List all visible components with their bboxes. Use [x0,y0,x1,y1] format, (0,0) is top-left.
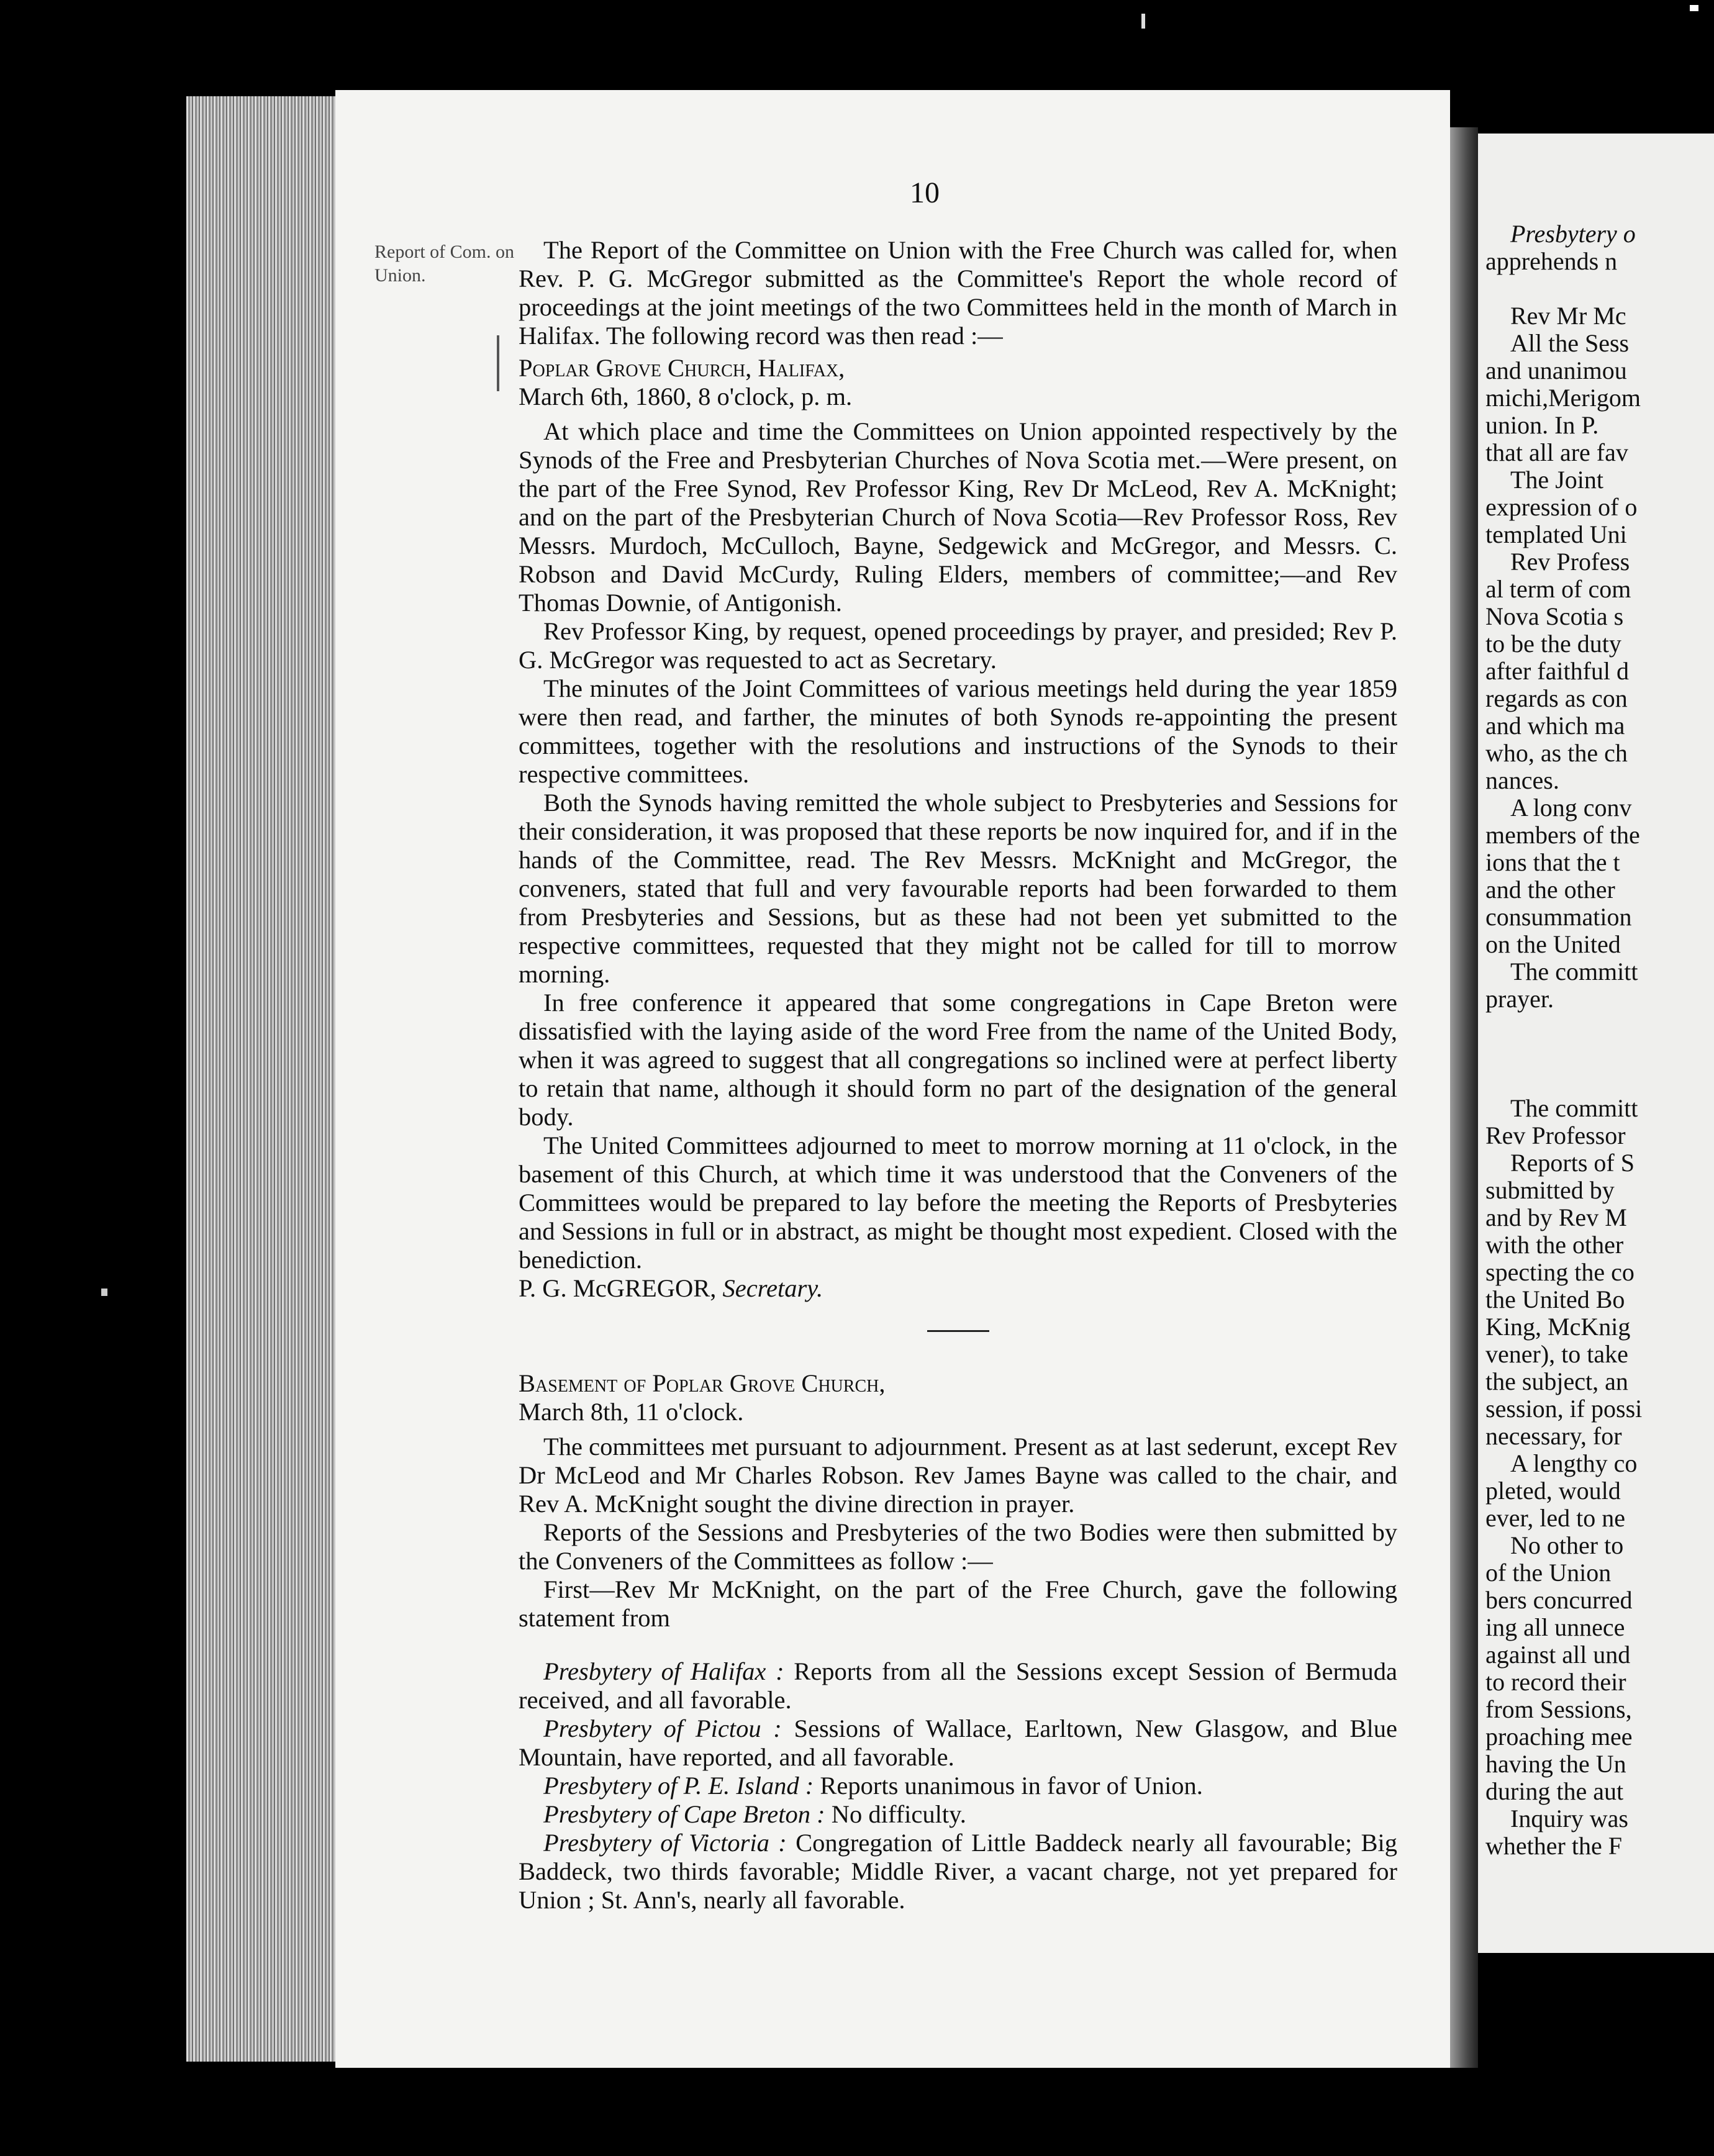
right-page-line-text: Rev Mr Mc [1510,302,1626,330]
presbytery-name: Presbytery of Victoria : [543,1829,787,1857]
presbytery-name: Presbytery of Cape Breton : [543,1800,825,1828]
right-page-line [1485,1723,1633,1751]
right-page-line-text: al term of com [1485,575,1631,603]
right-page-line-text: with the other [1485,1231,1624,1259]
presbytery-report [519,1800,1397,1829]
right-page-line-text: apprehends n [1485,247,1618,275]
right-page-line [1485,1696,1632,1723]
right-page-line-text: Reports of S [1510,1149,1635,1177]
right-page-line-text: having the Un [1485,1750,1626,1778]
presbytery-name: Presbytery of Pictou : [543,1714,782,1742]
meeting-date: March 6th, 1860, 8 o'clock, p. m. [519,383,853,410]
right-page-line-text: session, if possi [1485,1395,1643,1423]
right-page-line-text: union. In P. [1485,411,1599,439]
right-page-line [1485,1614,1625,1641]
right-page-line [1485,1505,1625,1532]
right-page-line-text: and by Rev M [1485,1203,1627,1231]
speck [101,1289,107,1296]
right-page-line-text: The committ [1510,1094,1638,1122]
minutes-paragraph: The United Committees adjourned to meet to morrow morning at 11 o'clock, in the basement of this Church, at which time it was understood that the Conveners of the Committees would be prepared to lay before the meeting the Reports of Presbyteries and Sessions in full or in abstract, as might be thought most expedient. Closed with the benediction. [519,1131,1397,1274]
right-page-line-text: on the United [1485,930,1621,958]
right-page-line-text: King, McKnig [1485,1313,1631,1341]
right-page-line-text: Rev Professor [1485,1121,1626,1149]
right-page-line [1485,1477,1621,1505]
right-page-line-text: and which ma [1485,712,1625,740]
right-page-line [1485,685,1628,712]
right-page-line-text: Nova Scotia s [1485,602,1624,630]
right-page-line [1485,439,1628,466]
right-page-line [1485,904,1632,931]
presbytery-report [519,1714,1397,1772]
presbytery-name: Presbytery of P. E. Island : [543,1772,814,1800]
divider [927,1330,989,1332]
right-page-line [1485,767,1559,794]
page-body [519,236,1397,1914]
presbytery-list [519,1657,1397,1914]
signature-name: P. G. McGREGOR, [519,1274,717,1302]
right-page-line-text: after faithful d [1485,657,1629,685]
right-page-line [1485,931,1621,958]
right-page-line [1485,1423,1622,1450]
right-page-line [1510,330,1629,357]
right-page-line-text: to record their [1485,1668,1626,1696]
right-page-line-text: The Joint [1510,466,1603,494]
right-page-line-text: the United Bo [1485,1285,1625,1313]
right-page-line [1485,712,1625,740]
right-page-line [1485,1641,1630,1669]
right-page-line [1485,1177,1615,1204]
intro-paragraph: The Report of the Committee on Union with the Free Church was called for, when Rev. P. G. McGregor submitted as the Committee's Report the whole record of proceedings at the joint meetings of the two Committees held in the month of March in Halifax. The following record was then read :— [519,236,1397,350]
right-page-line-text: proaching mee [1485,1723,1633,1751]
right-page-line [1485,521,1627,548]
margin-note: Report of Com. on Union. [374,242,514,286]
right-page-line-text: The committ [1510,958,1638,985]
right-page-line [1485,1259,1635,1286]
minutes-paragraph: In free conference it appeared that some congregations in Cape Breton were dissatisfied with the laying aside of the word Free from the name of the United Body, when it was agreed to suggest that all congregations so inclined were at perfect liberty to retain that name, although it should form no part of the designation of the general body. [519,989,1397,1131]
right-page-line-text: nances. [1485,766,1559,794]
page-edges [186,96,335,2062]
right-page-line-text: submitted by [1485,1176,1615,1204]
right-page-line-text: vener), to take [1485,1340,1628,1368]
right-page-line [1485,1231,1623,1259]
right-page-line [1485,1669,1626,1696]
right-page-line-text: and the other [1485,876,1615,904]
right-page-line-text: michi,Merigom [1485,384,1641,412]
minutes-paragraph: At which place and time the Committees on Union appointed respectively by the Synods of the Free and Presbyterian Churches of Nova Scotia met.—Were present, on the part of the Free Synod, Rev Professor King, Rev Dr McLeod, Rev A. McKnight; and on the part of the Presbyterian Church of Nova Scotia—Rev Professor Ross, Rev Messrs. Murdoch, McCulloch, Bayne, Sedgewick and McGregor, and Messrs. C. Robson and David McCurdy, Ruling Elders, members of committee;—and Rev Thomas Downie, of Antigonish. [519,417,1397,617]
minutes-paragraph: Reports of the Sessions and Presbyteries of the two Bodies were then submitted by the Conveners of the Committees as follow :— [519,1518,1397,1575]
minutes-first-meeting [519,417,1397,1274]
right-page-line-text: consummation [1485,903,1632,931]
presbytery-text: Sessions of Wallace, Earltown, New Glasgow, and Blue Mountain, have reported, and all favorable. [519,1714,1397,1771]
right-page-line-text: to be the duty [1485,630,1621,658]
right-page-line [1510,1450,1637,1477]
right-page-line-text: specting the co [1485,1258,1635,1286]
meeting-date: March 8th, 11 o'clock. [519,1398,744,1426]
right-page-line [1485,1751,1626,1778]
right-page-line-text: Presbytery o [1510,220,1636,248]
meeting-heading: Poplar Grove Church, Halifax, [519,354,845,382]
right-page-line [1510,1532,1623,1559]
right-page-line-text: Rev Profess [1510,548,1630,576]
right-page [1478,134,1714,1953]
right-page-line-text: templated Uni [1485,520,1627,548]
minutes-second-meeting [519,1433,1397,1633]
signature [519,1274,1397,1303]
gutter-shadow [1450,127,1478,2068]
right-page-line [1485,1778,1623,1805]
right-page-line-text: against all und [1485,1641,1631,1669]
right-page-line [1485,658,1629,685]
right-page-line [1510,466,1603,494]
right-page-line [1485,1587,1633,1614]
minutes-paragraph: Rev Professor King, by request, opened proceedings by prayer, and presided; Rev P. G. McGregor was requested to act as Secretary. [519,617,1397,674]
right-page-line [1485,494,1637,521]
right-page-line-text: All the Sess [1510,329,1630,357]
right-page-line [1485,1341,1628,1368]
margin-mark [497,335,499,391]
minutes-paragraph: Both the Synods having remitted the whole subject to Presbyteries and Sessions for their consideration, it was proposed that these reports be now inquired for, and if in the hands of the Committee, read. The Rev Messrs. McKnight and McGregor, the conveners, stated that full and very favourable reports had been forwarded to them from Presbyteries and Sessions, but as these had not been yet submitted to the respective committees, requested that they might not be called for till to morrow morning. [519,789,1397,988]
right-page-line-text: prayer. [1485,985,1554,1013]
meeting-heading: Basement of Poplar Grove Church, [519,1369,886,1397]
right-page-line [1510,302,1626,330]
right-page-line [1510,1095,1638,1122]
right-page-line [1485,1832,1622,1860]
presbytery-report [519,1829,1397,1914]
right-page-line-text: bers concurred [1485,1586,1633,1614]
right-page-line-text: ever, led to ne [1485,1504,1625,1532]
presbytery-text: Reports from all the Sessions except Session of Bermuda received, and all favorable. [519,1657,1397,1714]
right-page-line [1485,1122,1626,1149]
right-page-line-text: whether the F [1485,1832,1622,1860]
right-page-line [1485,1368,1628,1395]
presbytery-text: No difficulty. [825,1800,966,1828]
right-page-line [1510,220,1636,248]
signature-title: Secretary. [722,1274,823,1302]
minutes-paragraph: The committees met pursuant to adjournment. Present as at last sederunt, except Rev Dr McLeod and Mr Charles Robson. Rev James Bayne was called to the chair, and Rev A. McKnight sought the divine direction in prayer. [519,1433,1397,1518]
right-page-line [1510,958,1638,985]
right-page-line-text: pleted, would [1485,1477,1621,1505]
right-page-line [1510,1149,1635,1177]
right-page-line [1485,822,1640,849]
right-page-line-text: ing all unnece [1485,1613,1625,1641]
presbytery-text: Congregation of Little Baddeck nearly all favourable; Big Baddeck, two thirds favorable; Middle River, a vacant charge, not yet prepared for Union ; St. Ann's, nearly all favorable. [519,1829,1398,1914]
right-page-line [1485,576,1631,603]
right-page-line [1510,548,1630,576]
right-page-line [1485,1559,1611,1587]
right-page-line [1485,630,1621,658]
right-page-line [1485,603,1623,630]
right-page-line [1485,1204,1627,1231]
right-page-line [1485,740,1628,767]
right-page-line-text: who, as the ch [1485,739,1628,767]
right-page-line-text: from Sessions, [1485,1695,1632,1723]
right-page-line-text: ions that the t [1485,848,1620,876]
right-page-line [1485,985,1554,1013]
right-page-line [1485,1286,1625,1313]
minutes-paragraph: The minutes of the Joint Committees of various meetings held during the year 1859 were then read, and farther, the minutes of both Synods re-appointing the present committees, together with the resolutions and instructions of the Synods to their respective committees. [519,674,1397,788]
right-page-line-text: that all are fav [1485,438,1628,466]
minutes-paragraph: First—Rev Mr McKnight, on the part of the Free Church, gave the following statement from [519,1575,1397,1632]
right-page-line [1485,412,1598,439]
right-page-line [1510,1805,1628,1832]
presbytery-text: Reports unanimous in favor of Union. [814,1772,1203,1800]
right-page-line [1510,794,1632,822]
right-page-line-text: Inquiry was [1510,1805,1628,1832]
right-page-line-text: during the aut [1485,1777,1624,1805]
speck [1141,14,1145,29]
corner-mark [1690,5,1698,11]
right-page-line [1485,248,1617,275]
right-page-line-text: the subject, an [1485,1367,1628,1395]
right-page-line [1485,1313,1630,1341]
right-page-line [1485,876,1615,904]
presbytery-report [519,1657,1397,1714]
presbytery-name: Presbytery of Halifax : [543,1657,784,1685]
right-page-line-text: expression of o [1485,493,1638,521]
right-page-line [1485,384,1641,412]
right-page-line [1485,849,1620,876]
presbytery-report [519,1772,1397,1800]
page-number: 10 [910,176,940,209]
right-page-line-text: No other to [1510,1531,1624,1559]
right-page-line-text: and unanimou [1485,356,1627,384]
right-page-line-text: necessary, for [1485,1422,1622,1450]
right-page-line-text: A lengthy co [1510,1449,1638,1477]
right-page-line-text: A long conv [1510,794,1632,822]
right-page-line [1485,1395,1642,1423]
right-page-line-text: members of the [1485,821,1640,849]
right-page-line [1485,357,1627,384]
right-page-line-text: of the Union [1485,1559,1612,1587]
right-page-line-text: regards as con [1485,684,1628,712]
